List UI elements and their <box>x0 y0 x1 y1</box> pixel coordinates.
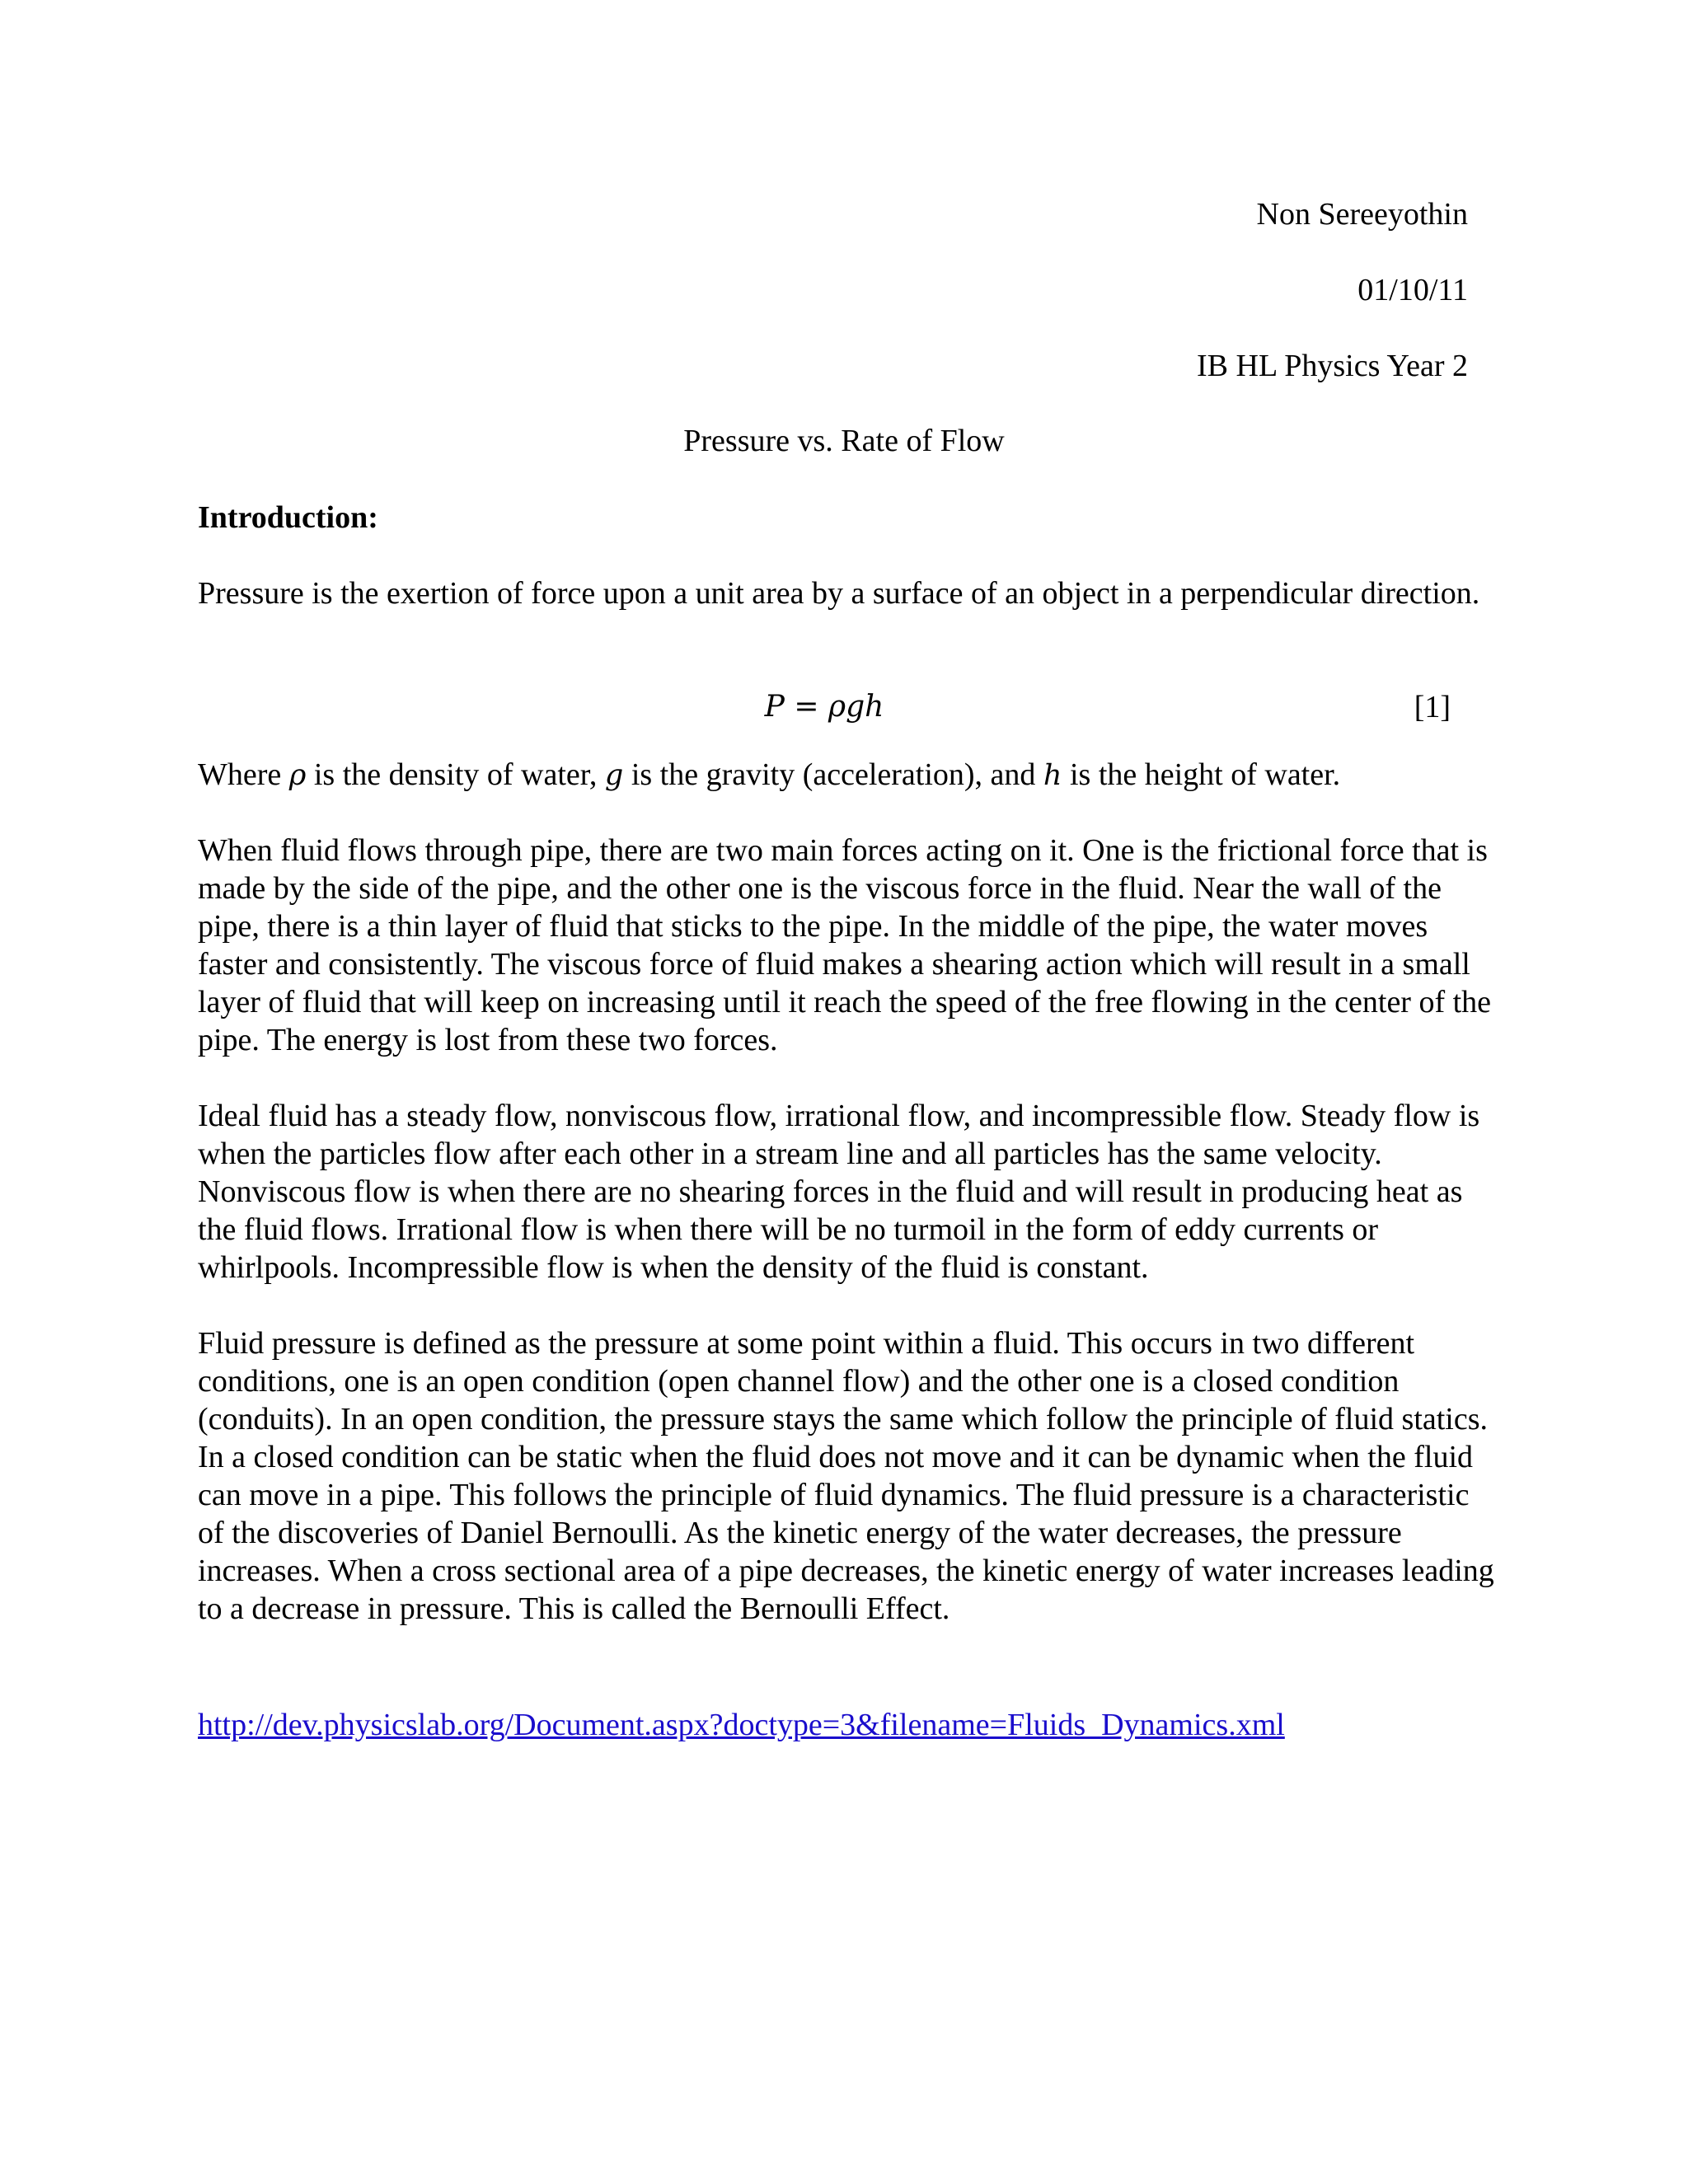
reference-link[interactable]: http://dev.physicslab.org/Document.aspx?doctype=3&filename=Fluids_Dynamics.xml <box>198 1708 1285 1742</box>
where-text-3: is the gravity (acceleration), and <box>623 757 1043 792</box>
where-text-4: is the height of water. <box>1062 757 1341 792</box>
author-name: Non Sereeyothin <box>1256 197 1468 232</box>
course-name: IB HL Physics Year 2 <box>1197 349 1468 383</box>
where-text-1: Where <box>198 757 289 792</box>
paragraph-variable-definitions <box>198 756 1500 794</box>
equation-number: [1] <box>1414 690 1451 724</box>
paragraph-fluid-pressure: Fluid pressure is defined as the pressure at some point within a fluid. This occurs in two different conditions, one is an open condition (open channel flow) and the other one is a closed condition (conduits). In an open condition, the pressure stays the same which follow the principle of fluid statics. In a closed condition can be static when the fluid does not move and it can be dynamic when the fluid can move in a pipe. This follows the principle of fluid dynamics. The fluid pressure is a characteristic of the discoveries of Daniel Bernoulli. As the kinetic energy of the water decreases, the pressure increases. When a cross sectional area of a pipe decreases, the kinetic energy of water increases leading to a decrease in pressure. This is called the Bernoulli Effect. <box>198 1326 1494 1626</box>
h-symbol: h <box>1043 759 1062 792</box>
paragraph-pipe-forces: When fluid flows through pipe, there are two main forces acting on it. One is the frictional force that is made by the side of the pipe, and the other one is the viscous force in the fluid. Near the wall of the pipe, there is a thin layer of fluid that sticks to the pipe. In the middle of the pipe, the water moves faster and consistently. The viscous force of fluid makes a shearing action which will result in a small layer of fluid that will keep on increasing until it reach the speed of the free flowing in the center of the pipe. The energy is lost from these two forces. <box>198 833 1492 1057</box>
paragraph-ideal-fluid: Ideal fluid has a steady flow, nonviscous flow, irrational flow, and incompressible flow. Steady flow is when the particles flow after each other in a stream line and all particles has the same velocity. Nonviscous flow is when there are no shearing forces in the fluid and will result in producing heat as the fluid flows. Irrational flow is when there will be no turmoil in the form of eddy currents or whirlpools. Incompressible flow is when the density of the fluid is constant. <box>198 1099 1480 1285</box>
document-date: 01/10/11 <box>1357 273 1468 307</box>
document-title: Pressure vs. Rate of Flow <box>683 424 1005 458</box>
section-heading-introduction: Introduction: <box>198 500 378 535</box>
where-text-2: is the density of water, <box>306 757 605 792</box>
paragraph-pressure-definition: Pressure is the exertion of force upon a unit area by a surface of an object in a perpendicular direction. <box>198 576 1480 611</box>
equation-row <box>198 688 1451 729</box>
g-symbol: g <box>604 759 624 792</box>
rho-symbol: ρ <box>288 759 307 792</box>
pressure-equation: P = ρgh <box>764 690 884 724</box>
